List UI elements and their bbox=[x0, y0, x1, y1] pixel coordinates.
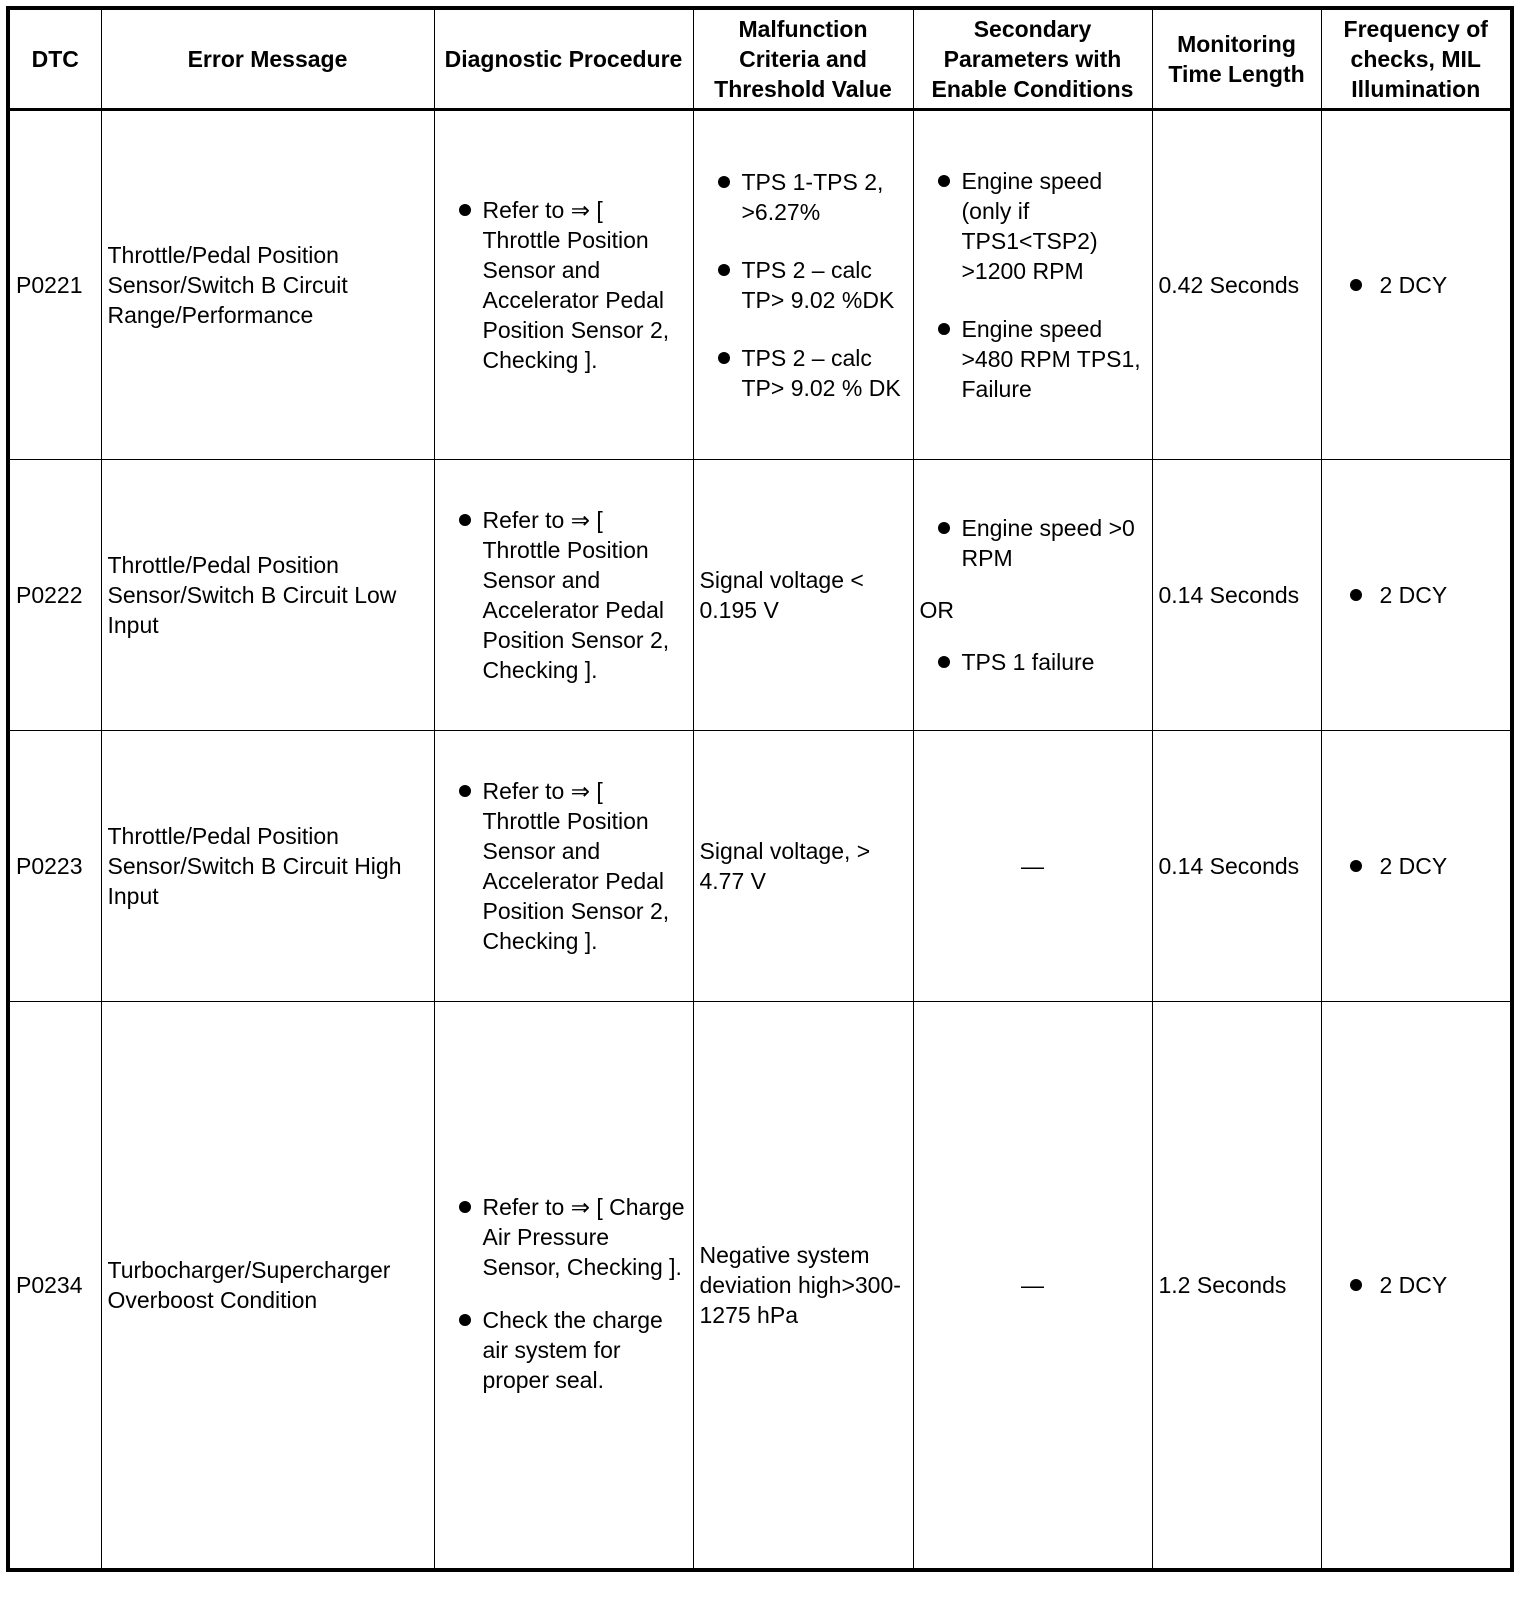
table-row bbox=[8, 460, 1512, 731]
procedure-item: Refer to ⇒ [ Throttle Position Sensor and Accelerator Pedal Position Sensor 2, Checking ]. bbox=[441, 195, 687, 375]
frequency-item: 2 DCY bbox=[1328, 1270, 1505, 1300]
secondary-parameters bbox=[913, 110, 1152, 460]
monitoring-time: 0.14 Seconds bbox=[1152, 731, 1321, 1002]
header-row bbox=[8, 8, 1512, 110]
secondary-parameters: — bbox=[913, 1002, 1152, 1571]
header-frequency: Frequency of checks, MIL Illumination bbox=[1321, 8, 1512, 110]
diagnostic-procedure bbox=[434, 1002, 693, 1571]
malfunction-criteria: Signal voltage < 0.195 V bbox=[693, 460, 913, 731]
dtc-code: P0222 bbox=[8, 460, 101, 731]
secondary-item: Engine speed >0 RPM bbox=[920, 513, 1146, 573]
table-row bbox=[8, 731, 1512, 1002]
error-message: Throttle/Pedal Position Sensor/Switch B Circuit Range/Performance bbox=[101, 110, 434, 460]
procedure-item: Refer to ⇒ [ Throttle Position Sensor and Accelerator Pedal Position Sensor 2, Checking ]. bbox=[441, 505, 687, 685]
header-diagnostic-procedure: Diagnostic Procedure bbox=[434, 8, 693, 110]
dtc-code: P0221 bbox=[8, 110, 101, 460]
frequency-item: 2 DCY bbox=[1328, 851, 1505, 881]
header-secondary-parameters: Secondary Parameters with Enable Conditions bbox=[913, 8, 1152, 110]
table-row bbox=[8, 1002, 1512, 1571]
frequency bbox=[1321, 460, 1512, 731]
secondary-item: Engine speed >480 RPM TPS1, Failure bbox=[920, 314, 1146, 404]
diagnostic-procedure bbox=[434, 460, 693, 731]
secondary-item: Engine speed (only if TPS1<TSP2) >1200 RPM bbox=[920, 166, 1146, 286]
frequency bbox=[1321, 731, 1512, 1002]
malfunction-criteria: Signal voltage, > 4.77 V bbox=[693, 731, 913, 1002]
frequency-item: 2 DCY bbox=[1328, 580, 1505, 610]
dtc-code: P0234 bbox=[8, 1002, 101, 1571]
malfunction-item: TPS 2 – calc TP> 9.02 %DK bbox=[700, 255, 907, 315]
procedure-item: Check the charge air system for proper seal. bbox=[441, 1305, 687, 1395]
error-message: Turbocharger/Supercharger Overboost Condition bbox=[101, 1002, 434, 1571]
monitoring-time: 0.42 Seconds bbox=[1152, 110, 1321, 460]
secondary-item: TPS 1 failure bbox=[920, 647, 1146, 677]
header-error-message: Error Message bbox=[101, 8, 434, 110]
secondary-parameters bbox=[913, 460, 1152, 731]
error-message: Throttle/Pedal Position Sensor/Switch B Circuit High Input bbox=[101, 731, 434, 1002]
procedure-item: Refer to ⇒ [ Throttle Position Sensor and Accelerator Pedal Position Sensor 2, Checking ]. bbox=[441, 776, 687, 956]
procedure-item: Refer to ⇒ [ Charge Air Pressure Sensor, Checking ]. bbox=[441, 1192, 687, 1282]
malfunction-criteria bbox=[693, 110, 913, 460]
frequency bbox=[1321, 1002, 1512, 1571]
diagnostic-procedure bbox=[434, 731, 693, 1002]
header-dtc: DTC bbox=[8, 8, 101, 110]
monitoring-time: 1.2 Seconds bbox=[1152, 1002, 1321, 1571]
header-monitoring-time: Monitoring Time Length bbox=[1152, 8, 1321, 110]
error-message: Throttle/Pedal Position Sensor/Switch B Circuit Low Input bbox=[101, 460, 434, 731]
malfunction-criteria: Negative system deviation high>300-1275 hPa bbox=[693, 1002, 913, 1571]
malfunction-item: TPS 2 – calc TP> 9.02 % DK bbox=[700, 343, 907, 403]
diagnostic-procedure bbox=[434, 110, 693, 460]
or-label: OR bbox=[919, 597, 954, 623]
table-row bbox=[8, 110, 1512, 460]
dtc-code: P0223 bbox=[8, 731, 101, 1002]
frequency bbox=[1321, 110, 1512, 460]
frequency-item: 2 DCY bbox=[1328, 270, 1505, 300]
monitoring-time: 0.14 Seconds bbox=[1152, 460, 1321, 731]
header-malfunction-criteria: Malfunction Criteria and Threshold Value bbox=[693, 8, 913, 110]
secondary-parameters: — bbox=[913, 731, 1152, 1002]
dtc-table bbox=[6, 6, 1514, 1572]
malfunction-item: TPS 1-TPS 2, >6.27% bbox=[700, 167, 907, 227]
